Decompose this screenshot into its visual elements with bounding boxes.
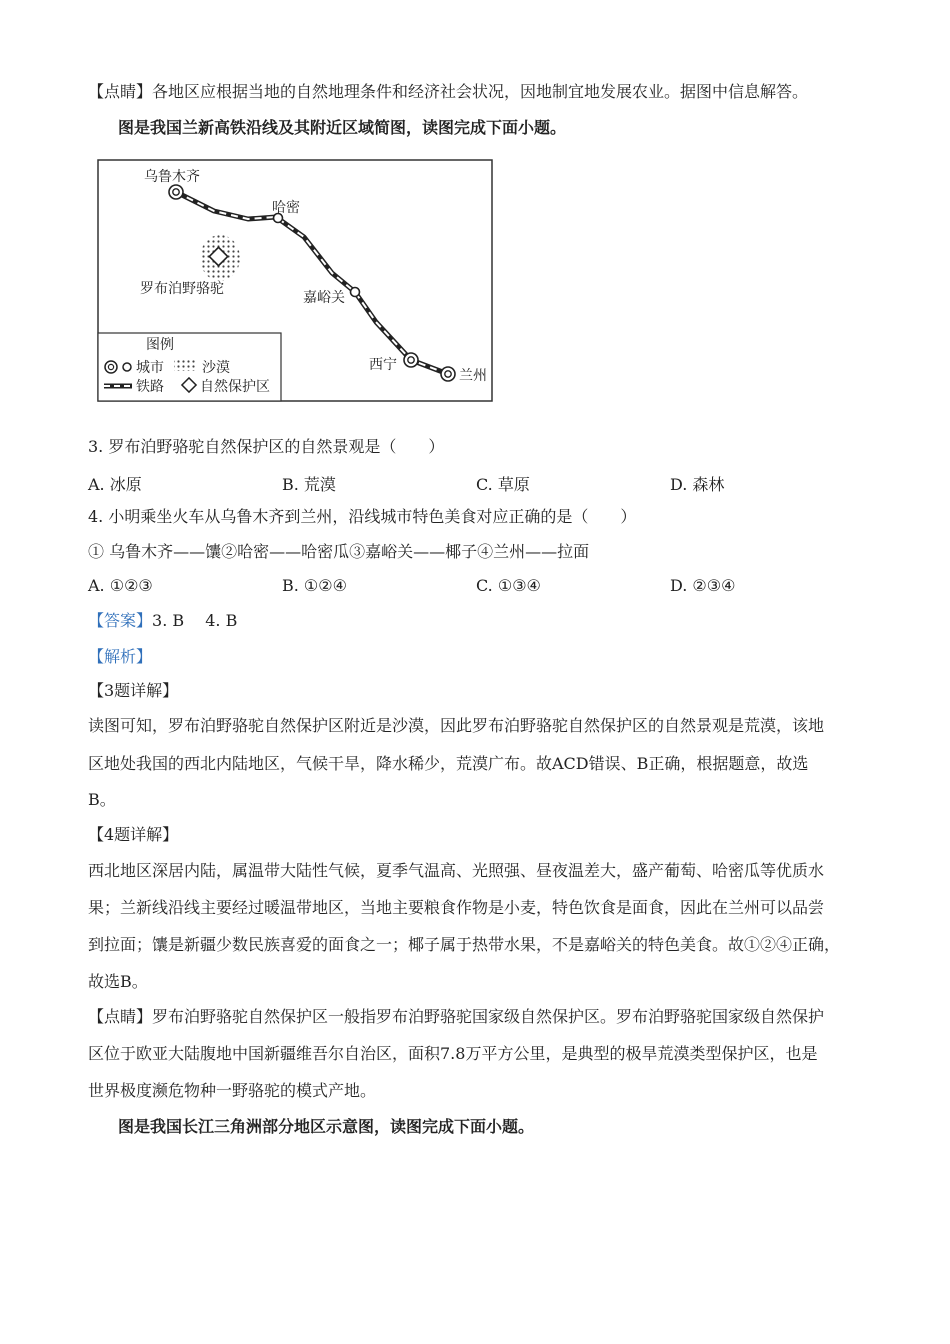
svg-text:嘉峪关: 嘉峪关 — [303, 290, 345, 306]
intro-text-2: 图是我国长江三角洲部分地区示意图，读图完成下面小题。 — [118, 1117, 535, 1136]
detail-4-line-3: 到拉面；馕是新疆少数民族喜爱的面食之一；椰子属于热带水果，不是嘉峪关的特色美食。故①②④正确， — [88, 935, 841, 954]
detail-4-line-2: 果；兰新线沿线主要经过暖温带地区，当地主要粮食作物是小麦，特色饮食是面食，因此在兰州可以品尝 — [88, 898, 825, 917]
svg-text:乌鲁木齐: 乌鲁木齐 — [144, 169, 200, 185]
legend-reserve: 自然保护区 — [200, 379, 270, 395]
tip-2-line-1: 【点睛】罗布泊野骆驼自然保护区一般指罗布泊野骆驼国家级自然保护区。罗布泊野骆驼国家级自然保护 — [88, 1007, 825, 1026]
reserve-label: 罗布泊野骆驼 — [140, 281, 224, 297]
intro-text-1: 图是我国兰新高铁沿线及其附近区域简图，读图完成下面小题。 — [118, 118, 567, 137]
map-legend — [98, 333, 281, 401]
q4-option-a: A. ①②③ — [88, 576, 153, 595]
city-lanzhou — [441, 367, 487, 384]
svg-text:西宁: 西宁 — [369, 357, 397, 373]
detail-3-line-2: 区地处我国的西北内陆地区，气候干旱，降水稀少，荒漠广布。故ACD错误、B正确，根据题意，故选 — [88, 754, 809, 773]
detail-4-line-1: 西北地区深居内陆，属温带大陆性气候，夏季气温高、光照强、昼夜温差大，盛产葡萄、哈密瓜等优质水 — [88, 861, 825, 880]
detail-3-title: 【3题详解】 — [88, 681, 179, 700]
detail-3-line-1: 读图可知，罗布泊野骆驼自然保护区附近是沙漠，因此罗布泊野骆驼自然保护区的自然景观是荒漠，该地 — [88, 716, 825, 735]
legend-city: 城市 — [136, 360, 164, 376]
legend-title: 图例 — [146, 337, 174, 353]
question-3-stem: 3. 罗布泊野骆驼自然保护区的自然景观是（ ） — [88, 437, 445, 456]
detail-4-title: 【4题详解】 — [88, 825, 179, 844]
prev-tip: 【点睛】各地区应根据当地的自然地理条件和经济社会状况，因地制宜地发展农业。据图中信息解答。 — [88, 82, 809, 101]
answer-text: 3. B 4. B — [152, 611, 238, 630]
legend-desert: 沙漠 — [202, 360, 230, 376]
q4-option-d: D. ②③④ — [670, 576, 736, 595]
question-4-stem: 4. 小明乘坐火车从乌鲁木齐到兰州，沿线城市特色美食对应正确的是（ ） — [88, 507, 637, 526]
detail-3-line-3: B。 — [88, 790, 116, 809]
lanxin-railway-map — [96, 159, 496, 405]
answer-label: 【答案】 — [88, 611, 153, 630]
q3-option-b: B. 荒漠 — [282, 475, 336, 494]
q4-option-b: B. ①②④ — [282, 576, 347, 595]
q3-option-c: C. 草原 — [476, 475, 530, 494]
q3-option-a: A. 冰原 — [88, 475, 142, 494]
q3-option-d: D. 森林 — [670, 475, 725, 494]
q4-option-c: C. ①③④ — [476, 576, 541, 595]
question-4-items: ① 乌鲁木齐——馕②哈密——哈密瓜③嘉峪关——椰子④兰州——拉面 — [88, 542, 590, 561]
tip-2-line-2: 区位于欧亚大陆腹地中国新疆维吾尔自治区，面积7.8万平方公里，是典型的极旱荒漠类型保护区，也是 — [88, 1044, 818, 1063]
desert-icon — [174, 359, 196, 371]
analysis-label: 【解析】 — [88, 647, 153, 666]
tip-2-line-3: 世界极度濒危物种一野骆驼的模式产地。 — [88, 1081, 377, 1100]
svg-text:兰州: 兰州 — [459, 368, 487, 384]
answer-row — [88, 611, 237, 631]
detail-4-line-4: 故选B。 — [88, 972, 148, 991]
svg-text:哈密: 哈密 — [272, 200, 300, 216]
legend-railway: 铁路 — [136, 379, 164, 395]
